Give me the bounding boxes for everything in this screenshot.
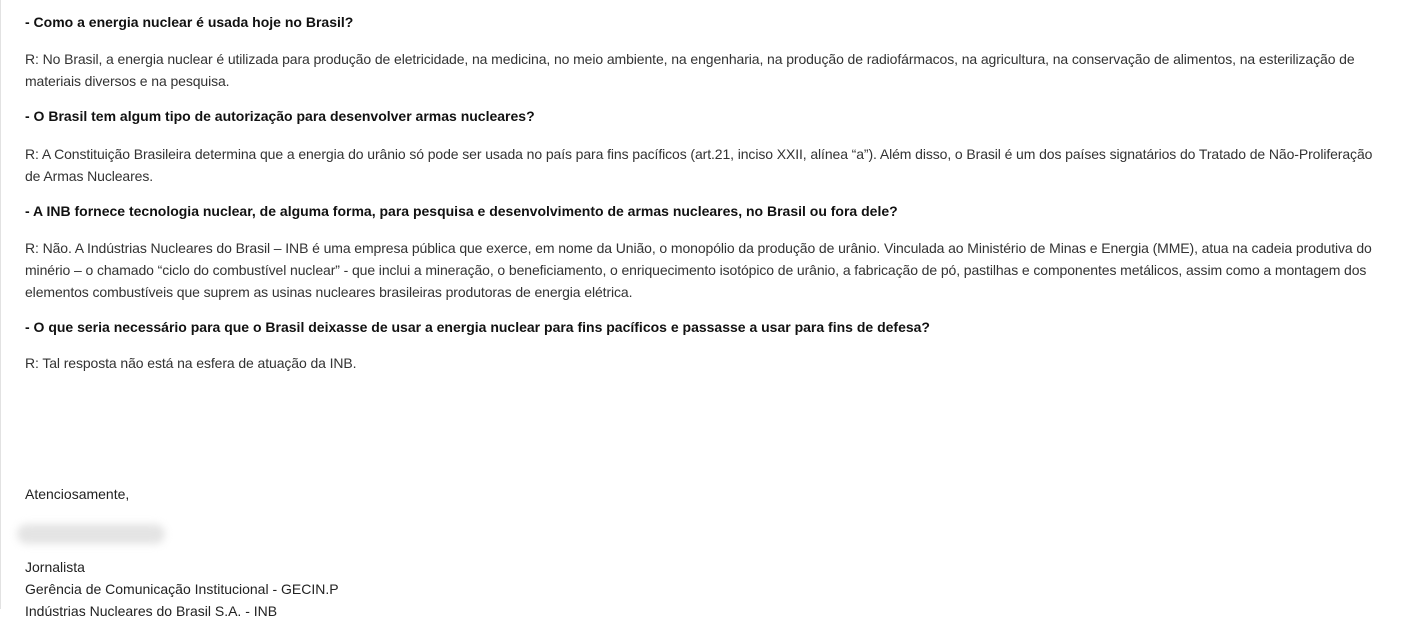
signature-role: Jornalista bbox=[25, 559, 85, 575]
email-signature bbox=[25, 483, 339, 622]
redacted-name bbox=[17, 524, 165, 544]
answer-1: R: No Brasil, a energia nuclear é utilizada para produção de eletricidade, na medicina, no meio ambiente, na engenharia, na produção de radiofármacos, na agricultura, na conservação de alimentos, na esterilização de materiais diversos e na pesquisa. bbox=[25, 51, 1355, 89]
answer-3: R: Não. A Indústrias Nucleares do Brasil – INB é uma empresa pública que exerce, em nome da União, o monopólio da produção de urânio. Vinculada ao Ministério de Minas e Energia (MME), atua na cadeia produtiva do minério – o chamado “ciclo do combustível nuclear” - que inclui a mineração, o beneficiamento, o enriquecimento isotópico de urânio, a fabricação de pó, pastilhas e componentes metálicos, assim como a montagem dos elementos combustíveis que suprem as usinas nucleares brasileiras produtoras de energia elétrica. bbox=[25, 240, 1372, 300]
question-2: - O Brasil tem algum tipo de autorização para desenvolver armas nucleares? bbox=[25, 108, 535, 124]
question-4: - O que seria necessário para que o Brasil deixasse de usar a energia nuclear para fins pacíficos e passasse a usar para fins de defesa? bbox=[25, 319, 930, 335]
question-3: - A INB fornece tecnologia nuclear, de alguma forma, para pesquisa e desenvolvimento de armas nucleares, no Brasil ou fora dele? bbox=[25, 203, 898, 219]
closing-text: Atenciosamente, bbox=[25, 486, 130, 502]
left-border bbox=[0, 0, 1, 609]
answer-4: R: Tal resposta não está na esfera de atuação da INB. bbox=[25, 355, 357, 371]
signature-details bbox=[25, 556, 339, 622]
answer-2: R: A Constituição Brasileira determina que a energia do urânio só pode ser usada no país para fins pacíficos (art.21, inciso XXII, alínea “a”). Além disso, o Brasil é um dos países signatários do Tratado de Não-Proliferação de Armas Nucleares. bbox=[25, 146, 1373, 184]
question-1: - Como a energia nuclear é usada hoje no Brasil? bbox=[25, 14, 354, 30]
email-body bbox=[25, 12, 1385, 374]
signature-department: Gerência de Comunicação Institucional - GECIN.P bbox=[25, 581, 339, 597]
signature-company: Indústrias Nucleares do Brasil S.A. - INB bbox=[25, 603, 278, 619]
